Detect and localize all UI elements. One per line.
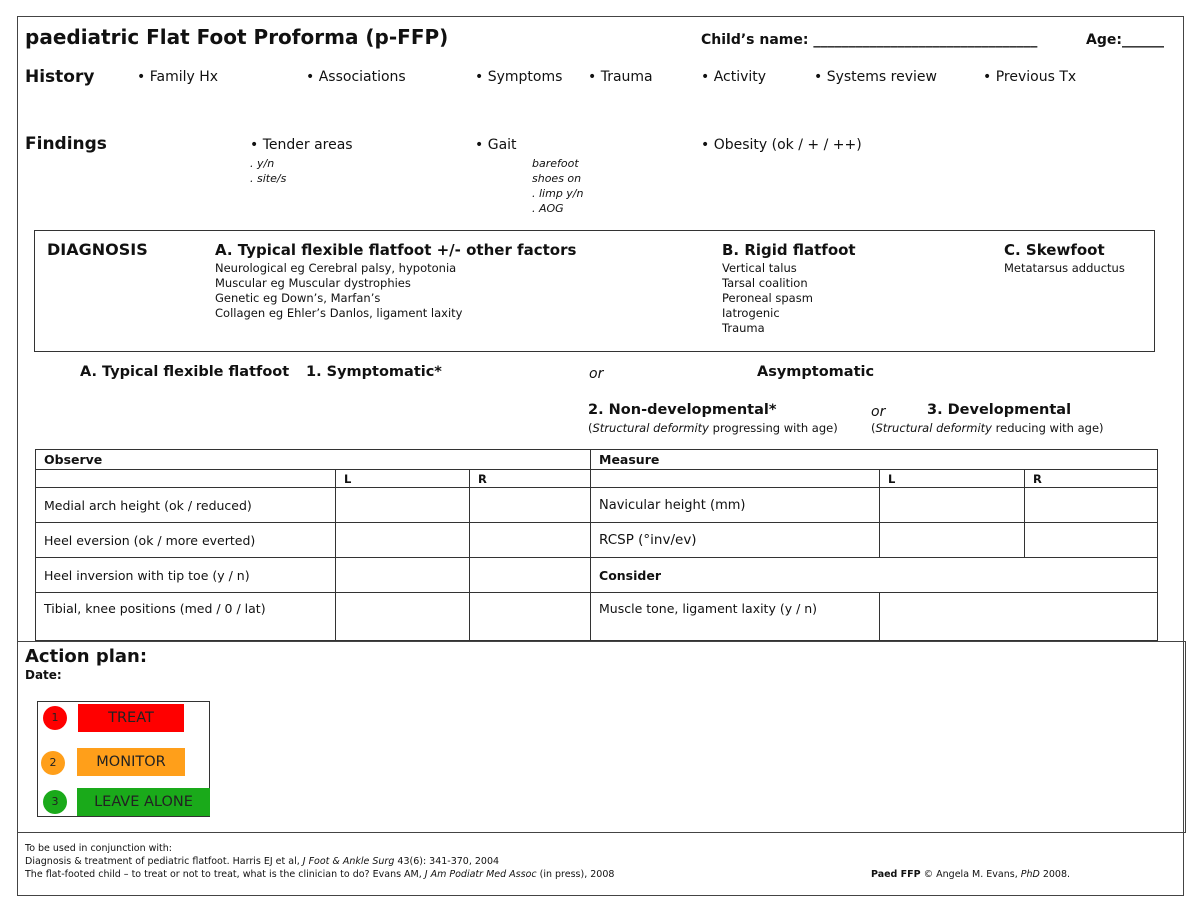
treat-number-icon: 1 [43,706,67,730]
age-field[interactable]: Age:______ [1086,32,1164,48]
diagnosis-a-list: Neurological eg Cerebral palsy, hypotonia Muscular eg Muscular dystrophies Genetic eg Down’s, Marfan’s Collagen eg Ehler’s Danlos, ligament laxity [215,261,463,320]
entry-cell[interactable] [470,488,591,523]
class-developmental: 3. Developmental [927,402,1072,418]
observe-label: Medial arch height (ok / reduced) [36,488,336,523]
dev-note: (Structural deformity reducing with age) [871,421,1104,435]
action-plan-title: Action plan: [25,646,148,667]
findings-gait: • Gait [475,137,517,153]
nondev-note: (Structural deformity progressing with age) [588,421,838,435]
entry-cell[interactable] [470,558,591,593]
table-row [36,523,1158,558]
measure-label: Navicular height (mm) [591,488,880,523]
entry-cell[interactable] [880,593,1158,641]
entry-cell[interactable] [470,593,591,641]
findings-label: Findings [25,134,107,154]
history-item: • Symptoms [475,69,563,85]
history-item: • Trauma [588,69,653,85]
right-col-header: R [1025,470,1158,488]
class-symptomatic: 1. Symptomatic* [306,364,442,380]
class-typical: A. Typical flexible flatfoot [80,364,290,380]
history-item: • Family Hx [137,69,219,85]
history-item: • Associations [306,69,406,85]
measure-header: Measure [591,450,1158,470]
table-row [36,558,1158,593]
diagnosis-b-list: Vertical talus Tarsal coalition Peroneal spasm Iatrogenic Trauma [722,261,813,335]
left-col-header: L [336,470,470,488]
history-item: • Systems review [814,69,937,85]
table-row [36,593,1158,641]
class-asymptomatic: Asymptomatic [757,364,875,380]
measure-label: RCSP (°inv/ev) [591,523,880,558]
or-text: or [871,404,886,420]
diagnosis-box [34,230,1155,352]
entry-cell[interactable] [336,593,470,641]
leave-alone-option[interactable]: LEAVE ALONE [77,788,210,816]
gait-sub: barefoot shoes on . limp y/n . AOG [532,157,584,215]
observe-header: Observe [36,450,591,470]
tender-sub: . y/n . site/s [250,157,287,185]
class-nondevelopmental: 2. Non-developmental* [588,402,777,418]
observe-label: Heel eversion (ok / more everted) [36,523,336,558]
diagnosis-c-title: C. Skewfoot [1004,241,1105,259]
observe-measure-table [35,449,1158,641]
diagnosis-b-title: B. Rigid flatfoot [722,241,856,259]
observe-label: Tibial, knee positions (med / 0 / lat) [36,593,336,641]
left-col-header: L [880,470,1025,488]
monitor-number-icon: 2 [41,751,65,775]
entry-cell[interactable] [1025,523,1158,558]
findings-obesity: • Obesity (ok / + / ++) [701,137,862,153]
entry-cell[interactable] [336,523,470,558]
consider-header: Consider [591,558,1158,593]
history-label: History [25,67,95,87]
treat-option[interactable]: TREAT [78,704,184,732]
findings-tender: • Tender areas [250,137,353,153]
footer-references: To be used in conjunction with: Diagnosis & treatment of pediatric flatfoot. Harris EJ et al, J Foot & Ankle Surg 43(6): 341-370, 2004 The flat-footed child – to treat or not to treat, what is the clinician to do? Evans AM, J Am Podiatr Med Assoc (in press), 2008 [25,843,615,880]
entry-cell[interactable] [336,558,470,593]
diagnosis-label: DIAGNOSIS [47,240,148,259]
copyright: Paed FFP © Angela M. Evans, PhD 2008. [871,869,1071,880]
diagnosis-c-list: Metatarsus adductus [1004,261,1125,275]
date-label[interactable]: Date: [25,668,62,682]
consider-label: Muscle tone, ligament laxity (y / n) [591,593,880,641]
monitor-option[interactable]: MONITOR [77,748,185,776]
right-col-header: R [470,470,591,488]
observe-label: Heel inversion with tip toe (y / n) [36,558,336,593]
history-item: • Activity [701,69,767,85]
entry-cell[interactable] [336,488,470,523]
entry-cell[interactable] [880,488,1025,523]
child-name-field[interactable]: Child’s name: ________________________________ [701,32,1038,48]
page-title: paediatric Flat Foot Proforma (p-FFP) [25,25,449,49]
table-row [36,488,1158,523]
entry-cell[interactable] [1025,488,1158,523]
history-item: • Previous Tx [983,69,1077,85]
leave-alone-number-icon: 3 [43,790,67,814]
diagnosis-a-title: A. Typical flexible flatfoot +/- other factors [215,241,577,259]
or-text: or [589,366,604,382]
entry-cell[interactable] [880,523,1025,558]
entry-cell[interactable] [470,523,591,558]
